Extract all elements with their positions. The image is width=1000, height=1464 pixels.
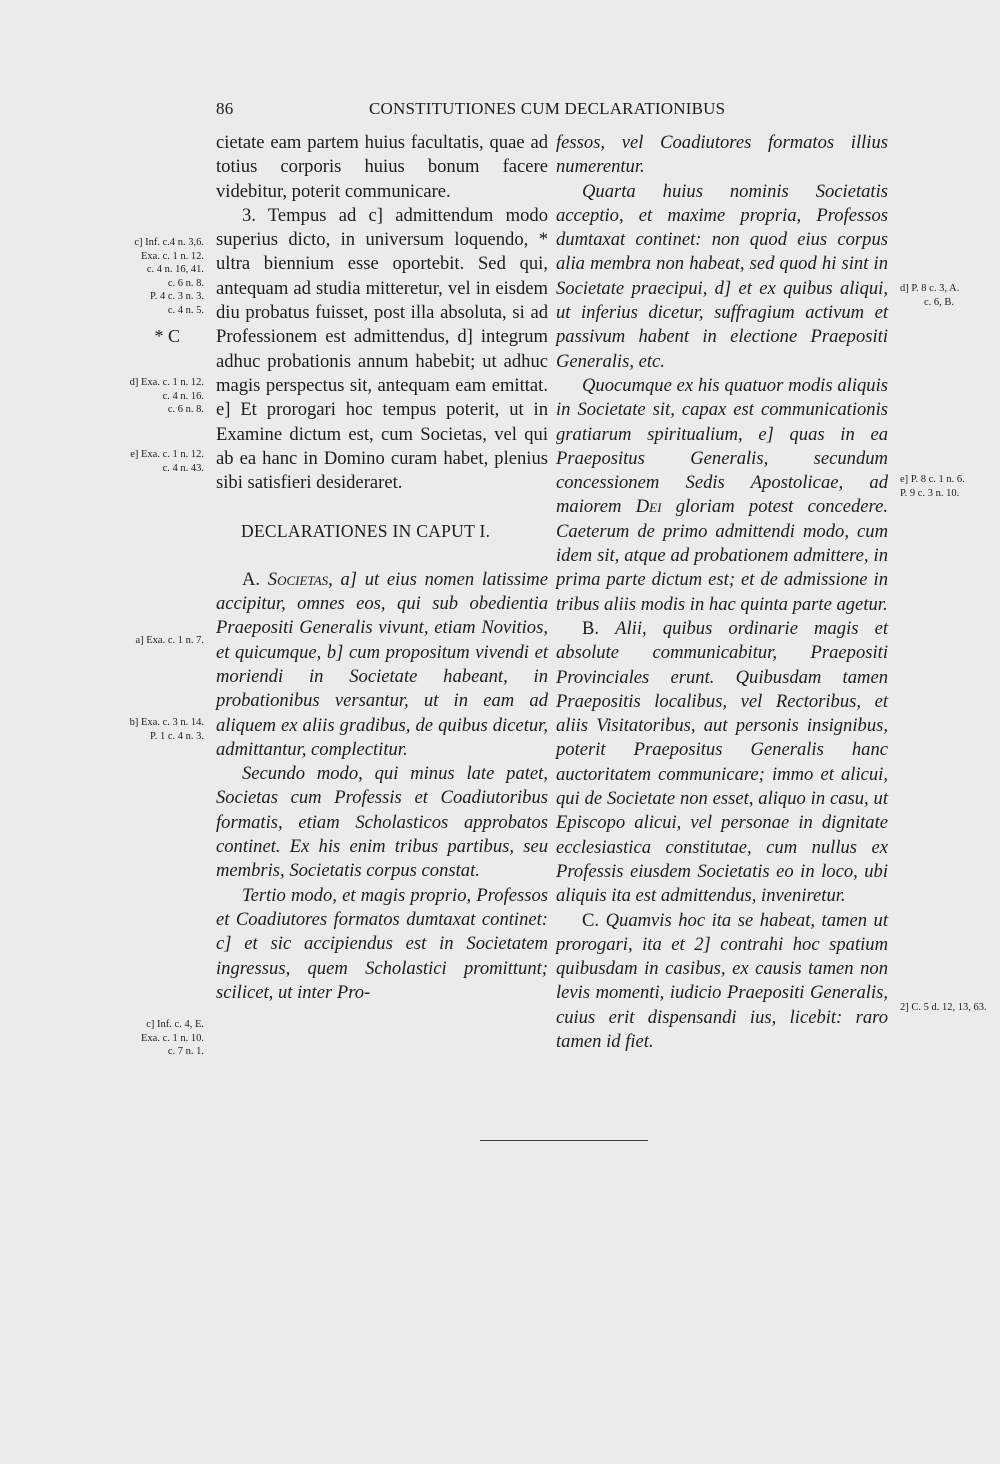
margin-note-c2: c] Inf. c. 4, E. Exa. c. 1 n. 10. c. 7 n. 1.	[141, 1019, 204, 1057]
right-column	[556, 131, 888, 1054]
margin-asterisk-mark: * C	[154, 326, 180, 346]
margin-note-right-e: e] P. 8 c. 1 n. 6. P. 9 c. 3 n. 10.	[900, 474, 965, 499]
declaration-a	[216, 568, 548, 762]
section-heading: DECLARATIONES IN CAPUT I.	[241, 521, 491, 542]
page-header	[216, 99, 892, 125]
declaration-b-label: B.	[582, 617, 600, 639]
margin-note-right-d: d] P. 8 c. 3, A. c. 6, B.	[900, 283, 960, 308]
margin-note-d: d] Exa. c. 1 n. 12. c. 4 n. 16. c. 6 n. 8.	[129, 377, 204, 415]
declaration-a-text: a] ut eius nomen latissime accipitur, omnes eos, qui sub obedientia Praepositi Generalis vivunt, etiam Novitios, et quicumque, b] cum propositum vivendi et moriendi in Societate habeant, in probationibus versantur, ut in eam ad aliquem ex aliis gradibus, de quibus dicetur, admittantur, complectitur.	[216, 568, 548, 760]
margin-note-a: a] Exa. c. 1 n. 7.	[135, 635, 204, 646]
declaration-b-text: Alii, quibus ordinarie magis et absolute communicabitur, Praepositi Provinciales erunt. Quibusdam tamen Praepositis localibus, vel Rectoribus, et aliis Visitatoribus, aut personis insignibus, poterit Praepositus Generalis hanc auctoritatem communicare; immo et alicui, qui de Societate non esset, aliquo in casu, ut Episcopo alicui, vel personae in dignitate ecclesiastica constitutae, cum nullus ex Professis eiusdem Societatis eo in loco, ubi aliquis ita est admittendus, inveniretur.	[556, 617, 888, 907]
running-title: CONSTITUTIONES CUM DECLARATIONIBUS	[369, 99, 726, 118]
declaration-c	[556, 909, 888, 1055]
left-column	[216, 131, 548, 1005]
margin-note-c: c] Inf. c.4 n. 3,6. Exa. c. 1 n. 12. c. 4 n. 16, 41. c. 6 n. 8. P. 4 c. 3 n. 3. c. 4 n. 5.	[134, 237, 204, 316]
paragraph-quocumque: Quocumque ex his quatuor modis aliquis in Societate sit, capax est communicationis gratiarum spiritualium, e] quas in ea Praepositus Generalis, secundum concessionem Sedis Apostolicae, ad maiorem Dei gloriam potest concedere. Caeterum de primo admittendi modo, cum idem sit, atque ad probationem admittere, in prima parte dictum est; et de admissione in tribus aliis modis in hac quinta parte agetur.	[556, 374, 889, 615]
declaration-a-keyword: Societas,	[267, 568, 333, 590]
paragraph-secundo: Secundo modo, qui minus late patet, Societas cum Professis et Coadiutoribus formatis, etiam Scholasticos approbatos continet. Ex his enim tribus partibus, seu membris, Societatis corpus constat.	[216, 763, 548, 882]
paragraph-tertio: Tertio modo, et magis proprio, Professos et Coadiutores formatos dumtaxat continet: c] et sic accipiendus est in Societatem ingressus, quem Scholastici promittunt; scilicet, ut inter Pro-	[216, 884, 548, 1003]
margin-note-b: b] Exa. c. 3 n. 14. P. 1 c. 4 n. 3.	[129, 717, 204, 742]
margin-note-right-2: 2] C. 5 d. 12, 13, 63.	[900, 1002, 987, 1013]
margin-note-e: e] Exa. c. 1 n. 12. c. 4 n. 43.	[130, 449, 204, 474]
declaration-c-label: C.	[582, 909, 600, 931]
paragraph-quarta: Quarta huius nominis Societatis acceptio, et maxime propria, Professos dumtaxat continet: non quod eius corpus alia membra non habeat, sed quod hi sint in Societate praecipui, d] et ex quibus aliqui, ut inferius dicetur, suffragium activum et passivum habent in electione Praepositi Generalis, etc.	[556, 180, 888, 372]
dei-smallcaps: Dei	[635, 496, 662, 518]
declaration-a-label: A.	[242, 568, 261, 590]
paragraph-3: 3. Tempus ad c] admittendum modo superius dicto, in universum loquendo, * ultra biennium esse oportebit. Sed qui, antequam ad studia mitteretur, vel in eisdem diu probatus fuisset, post illa absoluta, si ad Professionem est admittendus, d] integrum adhuc probationis annum habebit; ut adhuc magis perspectus sit, antequam eam emittat. e] Et prorogari hoc tempus poterit, ut in Examine dictum est, cum Societas, vel qui ab ea hanc in Domino curam habet, plenius sibi satisfieri desideraret.	[216, 204, 548, 494]
paragraph-continued: cietate eam partem huius facultatis, quae ad totius corporis huius bonum facere videbitur, poterit communicare.	[216, 132, 548, 202]
paragraph-continued-right: fessos, vel Coadiutores formatos illius numerentur.	[556, 132, 888, 178]
footnote-rule	[480, 1140, 648, 1141]
page-number: 86	[216, 99, 234, 118]
declaration-b	[556, 617, 888, 909]
declaration-c-text: Quamvis hoc ita se habeat, tamen ut prorogari, ita et 2] contrahi hoc spatium quibusdam in casibus, ex causis tamen non levis momenti, iudicio Praepositi Generalis, cuius erit dispensandi ius, licebit: raro tamen id fiet.	[556, 909, 888, 1052]
